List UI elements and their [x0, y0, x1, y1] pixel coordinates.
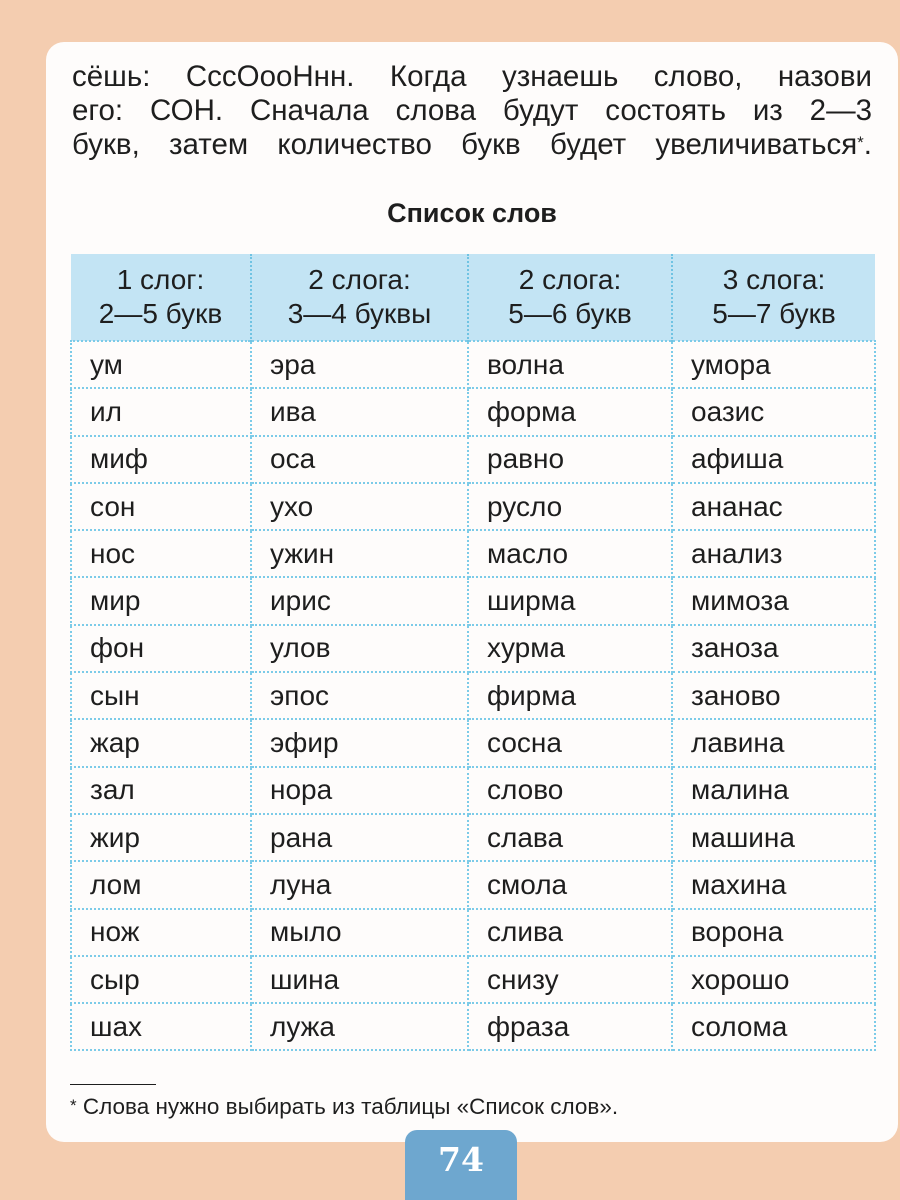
word-cell: форма: [468, 388, 672, 435]
word-cell: луна: [251, 861, 468, 908]
word-cell: афиша: [672, 436, 875, 483]
word-cell: ворона: [672, 909, 875, 956]
word-cell: ум: [71, 341, 251, 388]
word-cell: фон: [71, 625, 251, 672]
table-row: [71, 436, 875, 483]
word-cell: улов: [251, 625, 468, 672]
word-cell: ананас: [672, 483, 875, 530]
word-cell: заново: [672, 672, 875, 719]
header-line: 3—4 буквы: [287, 298, 432, 329]
table-row: [71, 483, 875, 530]
word-cell: машина: [672, 814, 875, 861]
intro-line-3-text: букв, затем количество букв будет увеличиваться: [72, 128, 858, 161]
intro-line-3-end: .: [863, 128, 872, 161]
table-row: [71, 577, 875, 624]
intro-line-2: его: СОН. Сначала слова будут состоять из 2—3: [72, 94, 872, 127]
word-cell: анализ: [672, 530, 875, 577]
table-row: [71, 719, 875, 766]
header-line: 2—5 букв: [98, 298, 223, 329]
intro-line-1: сёшь: СссОооНнн. Когда узнаешь слово, назови: [72, 60, 872, 93]
table-row: [71, 909, 875, 956]
table-row: [71, 341, 875, 388]
table-row: [71, 861, 875, 908]
word-cell: малина: [672, 767, 875, 814]
table-header-row: [71, 254, 875, 341]
word-cell: равно: [468, 436, 672, 483]
word-cell: ухо: [251, 483, 468, 530]
header-2-syllables-short: [251, 254, 468, 341]
word-cell: ирис: [251, 577, 468, 624]
word-cell: оазис: [672, 388, 875, 435]
word-cell: масло: [468, 530, 672, 577]
word-cell: умора: [672, 341, 875, 388]
header-line: 2 слога:: [308, 264, 411, 295]
page-number: 74: [438, 1140, 484, 1179]
textbook-page: [46, 42, 898, 1142]
header-line: 1 слог:: [116, 264, 205, 295]
footnote-divider: [70, 1084, 156, 1085]
word-cell: эфир: [251, 719, 468, 766]
header-1-syllable: [71, 254, 251, 341]
word-cell: мимоза: [672, 577, 875, 624]
word-cell: хурма: [468, 625, 672, 672]
word-cell: русло: [468, 483, 672, 530]
header-line: 2 слога:: [518, 264, 622, 295]
word-cell: волна: [468, 341, 672, 388]
footnote-star: *: [70, 1096, 77, 1115]
table-row: [71, 767, 875, 814]
word-cell: сосна: [468, 719, 672, 766]
table-row: [71, 672, 875, 719]
word-cell: снизу: [468, 956, 672, 1003]
word-cell: солома: [672, 1003, 875, 1050]
word-cell: нос: [71, 530, 251, 577]
table-row: [71, 956, 875, 1003]
table-row: [71, 530, 875, 577]
word-cell: мир: [71, 577, 251, 624]
word-cell: шина: [251, 956, 468, 1003]
word-cell: слива: [468, 909, 672, 956]
header-line: 5—6 букв: [508, 298, 632, 329]
word-cell: зал: [71, 767, 251, 814]
table-title: Список слов: [387, 198, 557, 228]
word-cell: оса: [251, 436, 468, 483]
footnote-text: Слова нужно выбирать из таблицы «Список слов».: [76, 1094, 619, 1119]
word-cell: смола: [468, 861, 672, 908]
word-cell: эра: [251, 341, 468, 388]
word-cell: шах: [71, 1003, 251, 1050]
footnote: [70, 1094, 618, 1120]
word-cell: фраза: [468, 1003, 672, 1050]
word-cell: рана: [251, 814, 468, 861]
intro-paragraph: [72, 60, 872, 162]
intro-line-3: [72, 128, 872, 162]
word-cell: нора: [251, 767, 468, 814]
word-cell: махина: [672, 861, 875, 908]
word-cell: жар: [71, 719, 251, 766]
word-cell: ужин: [251, 530, 468, 577]
word-cell: мыло: [251, 909, 468, 956]
page-number-tab: [405, 1130, 517, 1200]
header-line: 3 слога:: [722, 264, 826, 295]
word-cell: слово: [468, 767, 672, 814]
word-cell: жир: [71, 814, 251, 861]
table-body: [71, 341, 875, 1050]
header-line: 5—7 букв: [712, 298, 836, 329]
word-cell: ил: [71, 388, 251, 435]
word-cell: хорошо: [672, 956, 875, 1003]
word-cell: сын: [71, 672, 251, 719]
word-cell: миф: [71, 436, 251, 483]
word-cell: ива: [251, 388, 468, 435]
word-cell: лужа: [251, 1003, 468, 1050]
word-cell: сыр: [71, 956, 251, 1003]
word-cell: сон: [71, 483, 251, 530]
table-row: [71, 1003, 875, 1050]
footnote-marker: *: [857, 133, 864, 152]
word-list-table: [70, 254, 876, 1051]
header-3-syllables: [672, 254, 875, 341]
word-cell: лавина: [672, 719, 875, 766]
word-cell: нож: [71, 909, 251, 956]
table-row: [71, 388, 875, 435]
word-cell: лом: [71, 861, 251, 908]
header-2-syllables-long: [468, 254, 672, 341]
table-row: [71, 625, 875, 672]
word-cell: ширма: [468, 577, 672, 624]
word-cell: фирма: [468, 672, 672, 719]
word-cell: слава: [468, 814, 672, 861]
table-row: [71, 814, 875, 861]
word-cell: эпос: [251, 672, 468, 719]
word-cell: заноза: [672, 625, 875, 672]
